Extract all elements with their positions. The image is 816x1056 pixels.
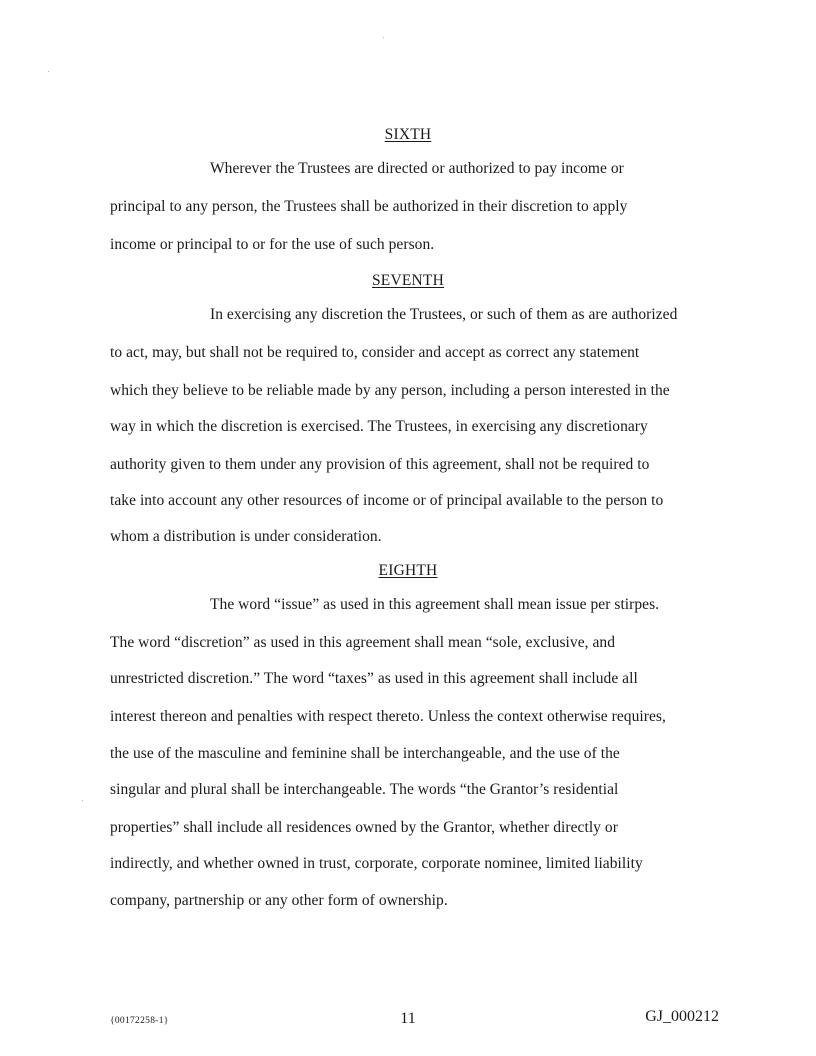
paragraph-line: indirectly, and whether owned in trust, corporate, corporate nominee, limited liability [110, 855, 643, 872]
paragraph-line: which they believe to be reliable made by any person, including a person interested in the [110, 382, 670, 399]
paragraph-line: to act, may, but shall not be required to, consider and accept as correct any statement [110, 344, 640, 361]
document-id: {00172258-1} [110, 1016, 169, 1026]
paragraph-line: principal to any person, the Trustees shall be authorized in their discretion to apply [110, 198, 628, 215]
paragraph-line: company, partnership or any other form of ownership. [110, 892, 448, 909]
paragraph-line: interest thereon and penalties with respect thereto. Unless the context otherwise requires, [110, 708, 666, 725]
section-heading-sixth: SIXTH [384, 126, 432, 143]
section-heading-eighth: EIGHTH [378, 562, 438, 579]
paragraph-line: whom a distribution is under consideration. [110, 528, 382, 545]
paragraph-line: the use of the masculine and feminine shall be interchangeable, and the use of the [110, 745, 620, 762]
paragraph-line: properties” shall include all residences owned by the Grantor, whether directly or [110, 819, 618, 836]
scan-speck [82, 800, 83, 801]
bates-number: GJ_000212 [645, 1008, 719, 1025]
paragraph-line: take into account any other resources of income or of principal available to the person to [110, 492, 664, 509]
paragraph-line: income or principal to or for the use of such person. [110, 236, 435, 253]
paragraph-line: Wherever the Trustees are directed or authorized to pay income or [210, 160, 624, 177]
paragraph-line: The word “discretion” as used in this agreement shall mean “sole, exclusive, and [110, 634, 616, 651]
paragraph-line: way in which the discretion is exercised. The Trustees, in exercising any discretionary [110, 418, 648, 435]
scan-speck [383, 37, 384, 38]
paragraph-line: authority given to them under any provision of this agreement, shall not be required to [110, 456, 650, 473]
scan-speck [48, 71, 49, 72]
page-number: 11 [400, 1010, 416, 1027]
paragraph-line: In exercising any discretion the Trustees, or such of them as are authorized [210, 306, 678, 323]
paragraph-line: The word “issue” as used in this agreement shall mean issue per stirpes. [210, 596, 660, 613]
paragraph-line: unrestricted discretion.” The word “taxes” as used in this agreement shall include all [110, 670, 638, 687]
paragraph-line: singular and plural shall be interchangeable. The words “the Grantor’s residential [110, 781, 619, 798]
section-heading-seventh: SEVENTH [371, 272, 444, 289]
